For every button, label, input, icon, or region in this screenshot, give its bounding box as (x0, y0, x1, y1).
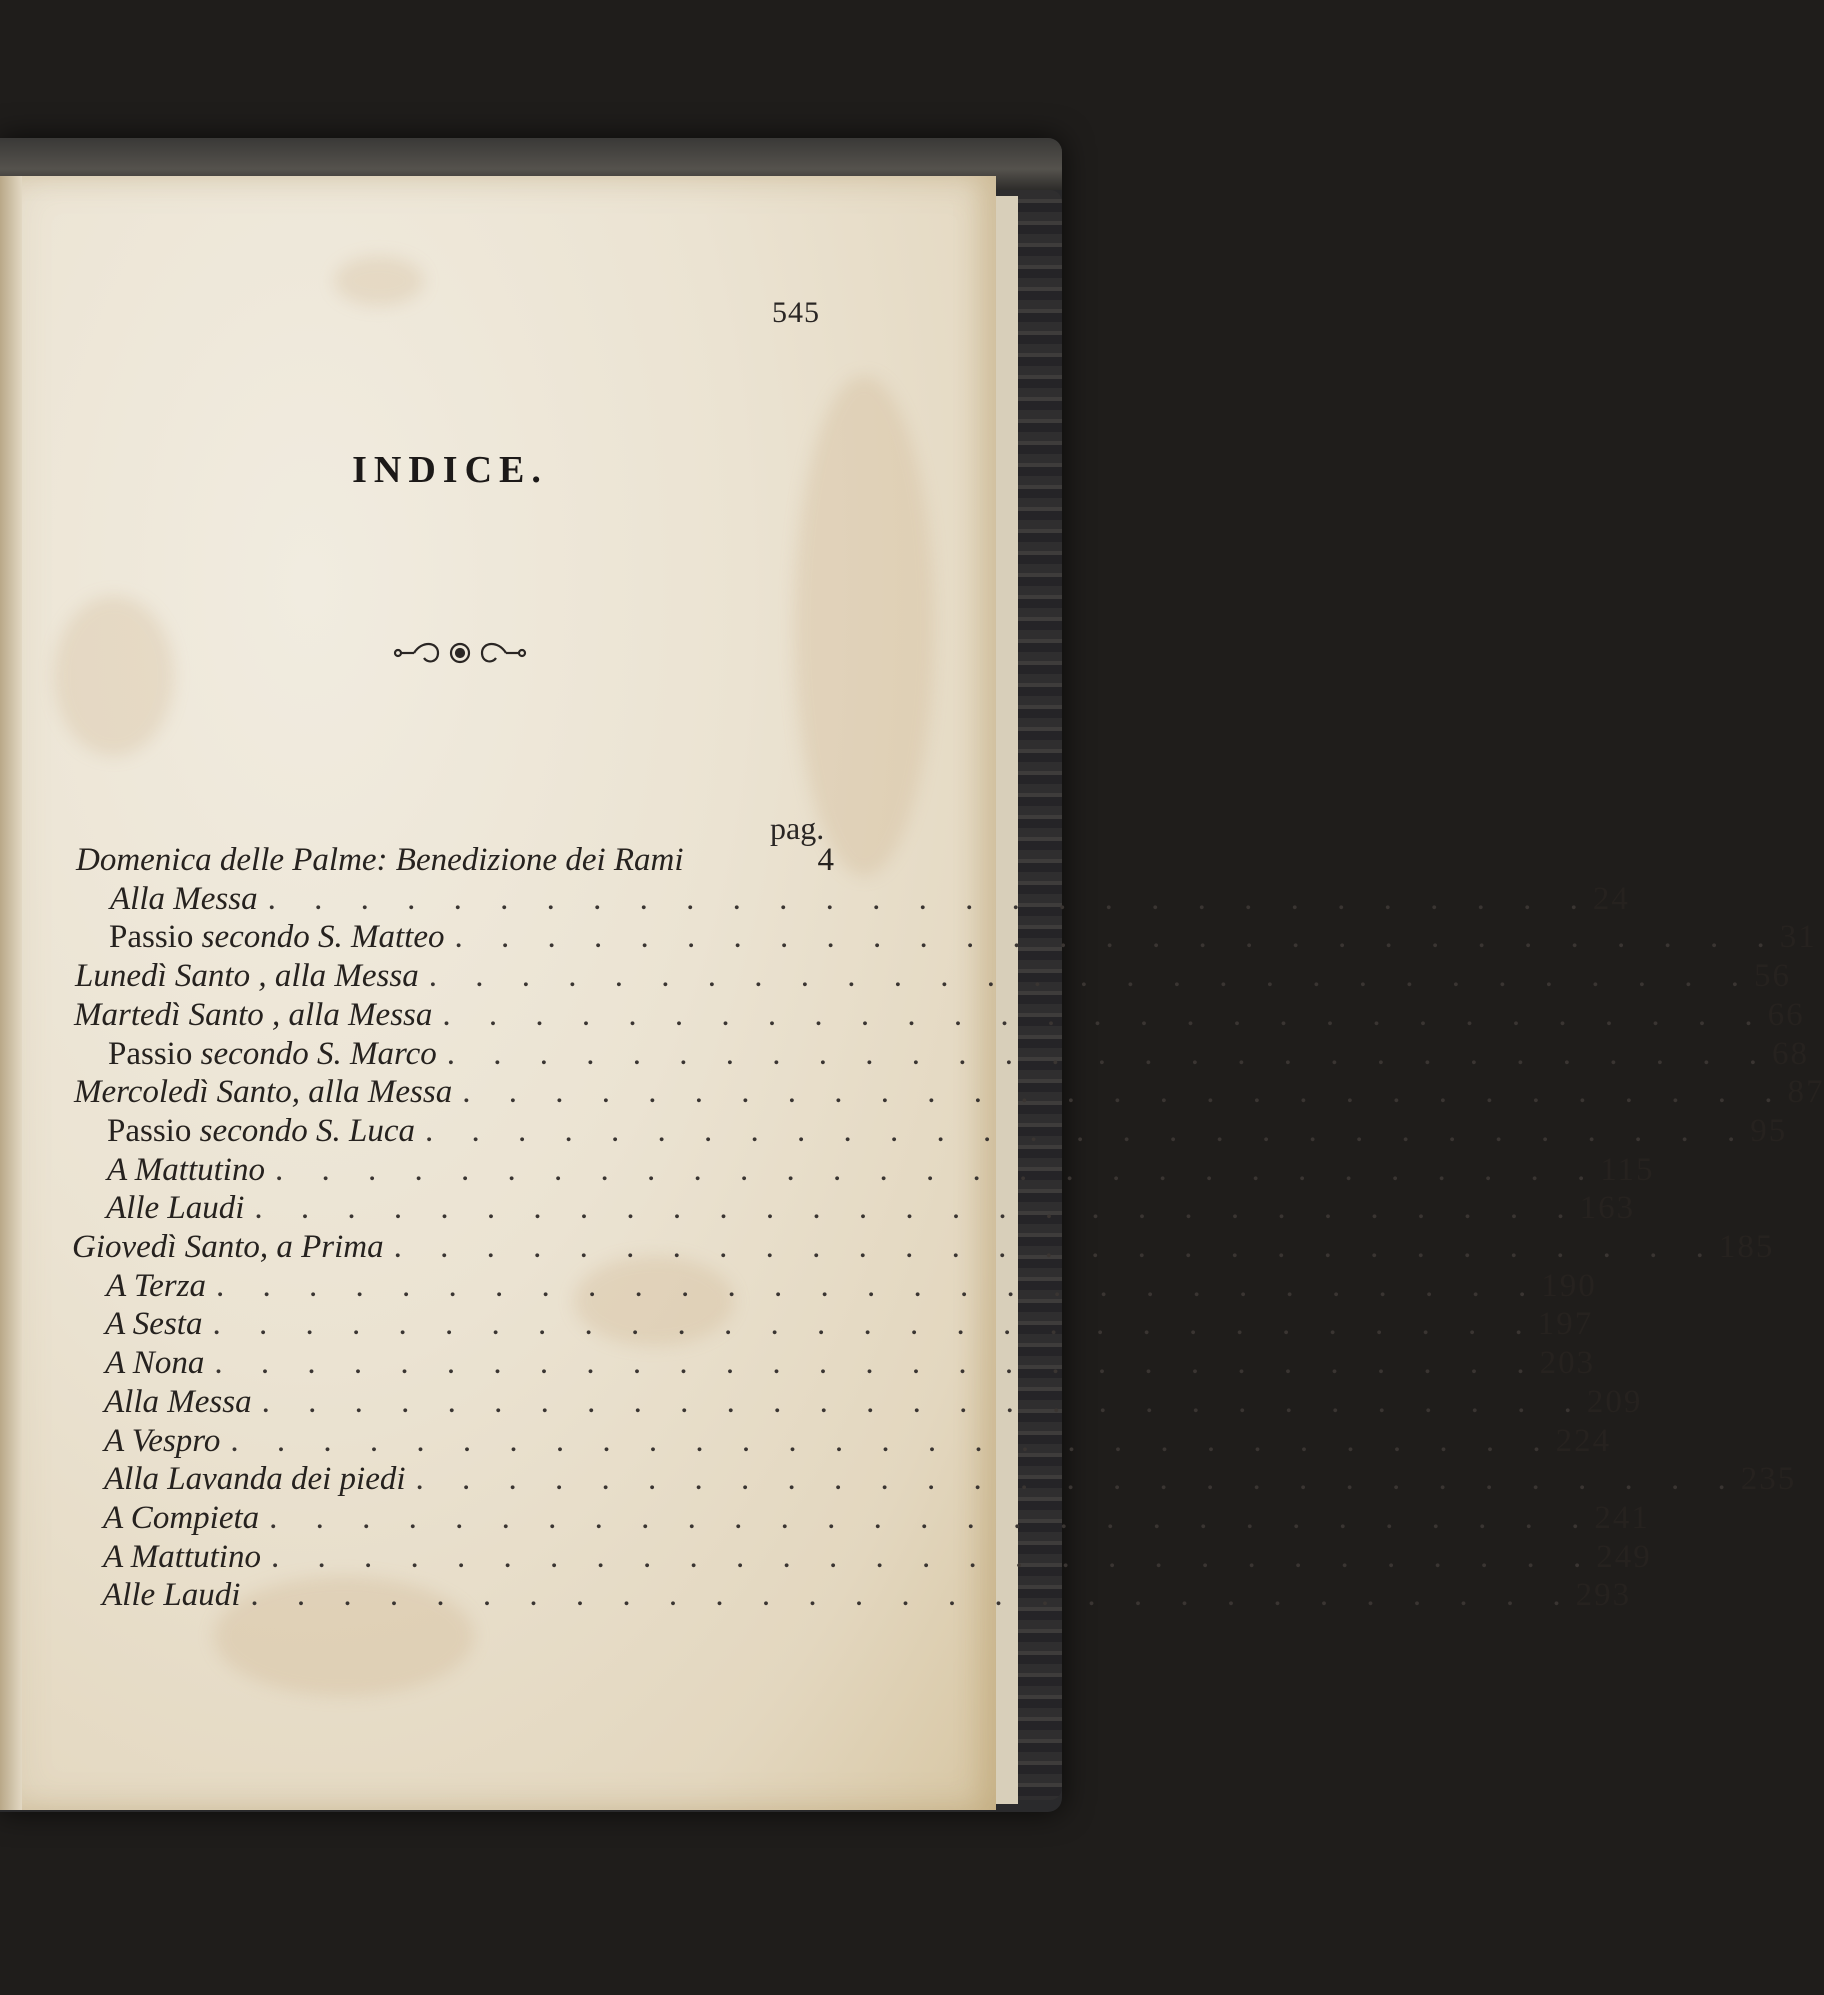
toc-leader-dots: . . . . . . . . . . . . . . . . . . . . . . . . . . . . . (254, 1190, 1580, 1226)
toc-entry (107, 1113, 1788, 1151)
toc-entry-title-text: secondo S. Matteo (201, 919, 445, 955)
toc-entry-title (108, 1036, 437, 1073)
toc-entry-page: 163 (1579, 1190, 1636, 1226)
toc-entry-page: 66 (1767, 997, 1805, 1033)
toc-entry-title-text: Alla Messa (104, 1384, 252, 1420)
toc-entry (105, 1306, 1594, 1344)
toc-entry (109, 919, 1817, 957)
toc-leader-dots: . . . . . . . . . . . . . . . . . . . . . . . . . . . . . (446, 1036, 1772, 1072)
toc-leader-dots: . . . . . . . . . . . . . . . . . . . . . . . . . . . . . (261, 1384, 1587, 1420)
toc-entry-title-prefix: Passio (109, 919, 194, 955)
toc-leader-dots: . . . . . . . . . . . . . . . . . . . . . . . . . . . . . (462, 1074, 1788, 1110)
toc-leader-dots: . . . . . . . . . . . . . . . . . . . . . . . . . . . . . (267, 881, 1593, 917)
toc-entry-page: 241 (1594, 1500, 1650, 1536)
toc-leader-dots: . . . . . . . . . . . . . . . . . . . . . . . . . . . . . (230, 1423, 1556, 1459)
toc-entry-page: 235 (1740, 1461, 1797, 1497)
toc-entry-title-text: Giovedì Santo, a Prima (72, 1229, 384, 1265)
toc-entry-title-text: Lunedì Santo , alla Messa (75, 958, 419, 994)
toc-entry (72, 1229, 1775, 1267)
toc-entry-title (74, 997, 432, 1034)
toc-entry-title (104, 1384, 252, 1421)
toc-entry-title (107, 1152, 265, 1189)
toc-entry-page: 87 (1787, 1074, 1824, 1110)
toc-leader-dots: . . . . . . . . . . . . . . . . . . . . . . . . . . . . . (212, 1306, 1538, 1342)
page-number: 545 (772, 296, 820, 329)
toc-entry (104, 1423, 1612, 1461)
toc-entry-title (106, 1268, 206, 1305)
toc-entry-page: 209 (1586, 1384, 1643, 1420)
toc-entry-page: 249 (1596, 1539, 1652, 1575)
toc-leader-dots: . . . . . . . . . . . . . . . . . . . . . . . . . . . . . (428, 958, 1754, 994)
toc-entry-title (105, 1345, 204, 1382)
toc-leader-dots: . . . . . . . . . . . . . . . . . . . . . . . . . . . . . (393, 1229, 1719, 1265)
toc-entry-title-text: A Sesta (105, 1306, 203, 1342)
toc-entry-title (74, 1074, 452, 1111)
page-title: INDICE. (352, 449, 548, 491)
toc-leader-dots: . . . . . . . . . . . . . . . . . . . . . . . . . . . . . (415, 1461, 1741, 1497)
toc-leader-dots: . . . . . . . . . . . . . . . . . . . . . . . . . . . . . (215, 1268, 1542, 1304)
toc-entry (106, 1268, 1597, 1306)
toc-entry-page: 31 (1779, 919, 1817, 955)
toc-entry-title-text: Alle Laudi (106, 1190, 245, 1226)
toc-entry-title-text: Alla Lavanda dei piedi (104, 1461, 406, 1497)
toc-entry (103, 1539, 1652, 1577)
toc-entry-title-text: Martedì Santo , alla Messa (74, 997, 433, 1033)
toc-entry-title (103, 1539, 261, 1576)
toc-entry (74, 1074, 1824, 1112)
toc-entry-page: 24 (1592, 881, 1630, 917)
toc-leader-dots: . . . . . . . . . . . . . . . . . . . . . . . . . . . . . (270, 1539, 1597, 1575)
toc-entry (75, 958, 1791, 996)
toc-entry (105, 1345, 1596, 1383)
toc-entry-title (75, 958, 419, 995)
toc-entry-title (105, 1306, 202, 1343)
toc-entry (106, 1190, 1636, 1228)
toc-entry-title-prefix: Passio (107, 1113, 192, 1149)
toc-entry-title (72, 1229, 384, 1266)
toc-entry-title-text: A Compieta (103, 1500, 260, 1536)
toc-entry-title-text: Alle Laudi (102, 1577, 241, 1613)
toc-entry-title-text: A Vespro (104, 1423, 221, 1459)
toc-entry-page: 224 (1555, 1423, 1612, 1459)
toc-leader-dots: . . . . . . . . . . . . . . . . . . . . . . . . . . . . . (274, 1152, 1601, 1188)
toc-entry-page: 68 (1772, 1036, 1809, 1072)
toc-entry-title-text: Alla Messa (110, 881, 258, 917)
toc-entry-page: 95 (1750, 1113, 1788, 1149)
toc-entry-title-text: A Mattutino (107, 1152, 265, 1188)
toc-entry-title-text: Domenica delle Palme: Benedizione dei Rami (76, 842, 684, 878)
toc-entry-title (76, 842, 684, 879)
toc-entry-page: 185 (1718, 1229, 1775, 1265)
toc-entry-title (107, 1113, 415, 1150)
toc-entry (74, 997, 1805, 1035)
toc-entry-title (104, 1461, 406, 1498)
page-column-label: pag. (770, 810, 825, 846)
toc-entry-title-text: A Terza (106, 1268, 206, 1304)
toc-entry-page: 115 (1600, 1152, 1655, 1188)
toc-leader-dots: . . . . . . . . . . . . . . . . . . . . . . . . . . . . . (214, 1345, 1540, 1381)
toc-entry-title (106, 1190, 244, 1227)
toc-entry-page: 4 (817, 842, 836, 878)
toc-entry (108, 1036, 1809, 1074)
toc-entry-title-prefix: Passio (108, 1036, 193, 1072)
toc-entry-title-text: A Nona (105, 1345, 205, 1381)
toc-entry-title (110, 881, 258, 918)
toc-entry (110, 881, 1630, 919)
toc-leader-dots: . . . . . . . . . . . . . . . . . . . . . . . . . . . . . (425, 1113, 1751, 1149)
toc-entry-title (102, 1577, 240, 1614)
toc-entry-page: 197 (1537, 1306, 1594, 1342)
toc-entry-page: 293 (1575, 1577, 1632, 1613)
toc-entry-title (103, 1500, 259, 1537)
toc-entry-page: 56 (1754, 958, 1791, 994)
toc-entry (104, 1384, 1643, 1422)
toc-entry-title-text: Mercoledì Santo, alla Messa (74, 1074, 453, 1110)
toc-entry-page: 203 (1539, 1345, 1596, 1381)
toc-leader-dots: . . . . . . . . . . . . . . . . . . . . . . . . . . . . . (442, 997, 1768, 1033)
toc-entry-title (109, 919, 444, 956)
toc-entry-page: 190 (1541, 1268, 1597, 1304)
toc-entry (107, 1152, 1655, 1190)
toc-entry-title-text: A Mattutino (103, 1539, 261, 1575)
toc-entry-title (104, 1423, 220, 1460)
toc-entry (103, 1500, 1650, 1538)
toc-entry-title-text: secondo S. Marco (200, 1036, 437, 1072)
toc-leader-dots: . . . . . . . . . . . . . . . . . . . . . . . . . . . . . (250, 1577, 1576, 1613)
toc-leader-dots: . . . . . . . . . . . . . . . . . . . . . . . . . . . . . (454, 919, 1780, 955)
toc-leader-dots: . . . . . . . . . . . . . . . . . . . . . . . . . . . . . (269, 1500, 1595, 1536)
toc-entry (102, 1577, 1632, 1615)
toc-entry-title-text: secondo S. Luca (199, 1113, 415, 1149)
toc-entry (104, 1461, 1797, 1499)
toc-entry (76, 842, 836, 880)
